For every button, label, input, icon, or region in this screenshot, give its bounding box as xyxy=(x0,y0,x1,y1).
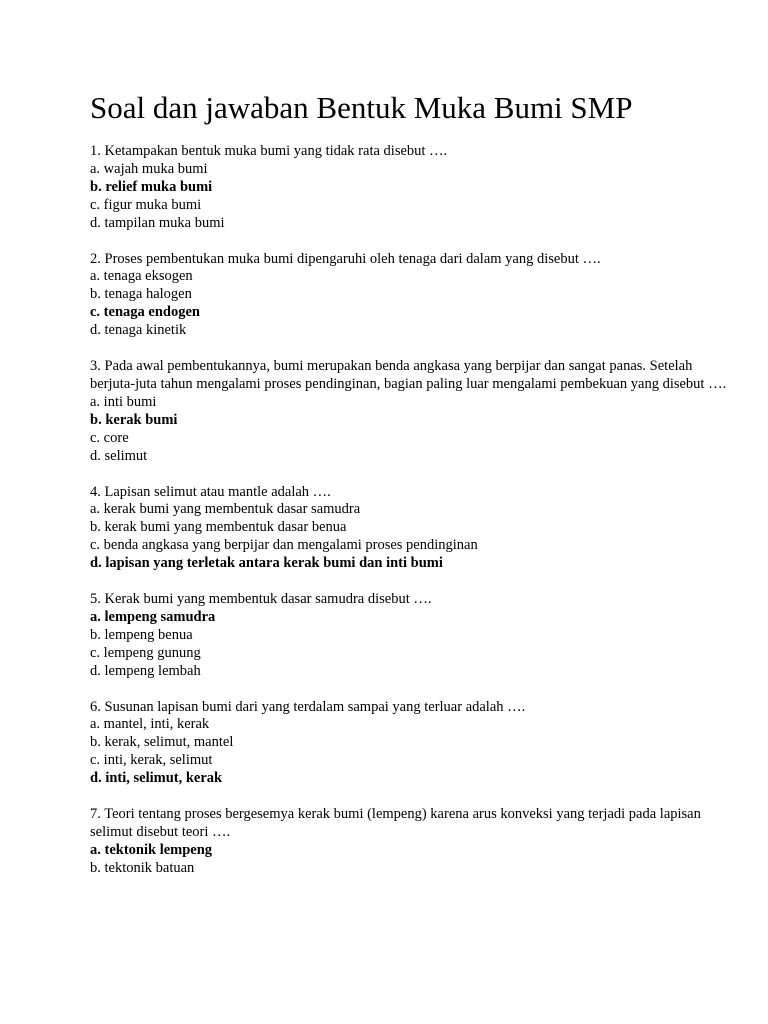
question-1 xyxy=(90,143,728,233)
option-a: a. inti bumi xyxy=(90,393,157,410)
option-a: a. wajah muka bumi xyxy=(90,160,208,177)
option-d-correct: d. inti, selimut, kerak xyxy=(90,770,223,787)
question-text: 1. Ketampakan bentuk muka bumi yang tidak rata disebut …. xyxy=(90,143,448,159)
question-3 xyxy=(90,358,728,465)
question-text: 7. Teori tentang proses bergesemya kerak bumi (lempeng) karena arus konveksi yang terjadi pada lapisan selimut disebut teori …. xyxy=(90,806,701,840)
option-d: d. selimut xyxy=(90,447,148,464)
question-text: 3. Pada awal pembentukannya, bumi merupakan benda angkasa yang berpijar dan sangat panas. Setelah berjuta-juta tahun mengalami proses pendinginan, bagian paling luar mengalami pembekuan yang disebut …. xyxy=(90,358,727,392)
question-2 xyxy=(90,251,728,341)
question-4 xyxy=(90,484,728,574)
option-a: a. kerak bumi yang membentuk dasar samudra xyxy=(90,501,361,518)
option-a: a. mantel, inti, kerak xyxy=(90,716,210,733)
option-c: c. figur muka bumi xyxy=(90,196,202,213)
option-b-correct: b. relief muka bumi xyxy=(90,178,213,195)
option-b: b. kerak, selimut, mantel xyxy=(90,734,234,751)
question-6 xyxy=(90,699,728,789)
option-d: d. tenaga kinetik xyxy=(90,322,187,339)
option-d-correct: d. lapisan yang terletak antara kerak bumi dan inti bumi xyxy=(90,555,443,572)
option-b: b. tenaga halogen xyxy=(90,286,192,303)
option-b: b. lempeng benua xyxy=(90,626,193,643)
option-d: d. lempeng lembah xyxy=(90,662,201,679)
option-a-correct: a. lempeng samudra xyxy=(90,608,216,625)
option-a-correct: a. tektonik lempeng xyxy=(90,841,213,858)
question-7 xyxy=(90,806,728,878)
option-b-correct: b. kerak bumi xyxy=(90,411,178,428)
question-text: 2. Proses pembentukan muka bumi dipengaruhi oleh tenaga dari dalam yang disebut …. xyxy=(90,250,601,267)
option-b: b. kerak bumi yang membentuk dasar benua xyxy=(90,519,347,536)
document-title: Soal dan jawaban Bentuk Muka Bumi SMP xyxy=(90,90,633,125)
question-5 xyxy=(90,591,728,681)
option-d: d. tampilan muka bumi xyxy=(90,214,225,231)
option-c: c. benda angkasa yang berpijar dan mengalami proses pendinginan xyxy=(90,537,478,554)
option-a: a. tenaga eksogen xyxy=(90,268,193,285)
question-text: 5. Kerak bumi yang membentuk dasar samudra disebut …. xyxy=(90,591,432,608)
option-c: c. core xyxy=(90,429,129,446)
option-c: c. lempeng gunung xyxy=(90,644,201,661)
option-c: c. inti, kerak, selimut xyxy=(90,752,213,769)
option-b: b. tektonik batuan xyxy=(90,859,195,876)
question-text: 4. Lapisan selimut atau mantle adalah …. xyxy=(90,483,331,500)
question-text: 6. Susunan lapisan bumi dari yang terdalam sampai yang terluar adalah …. xyxy=(90,698,526,715)
option-c-correct: c. tenaga endogen xyxy=(90,304,200,321)
